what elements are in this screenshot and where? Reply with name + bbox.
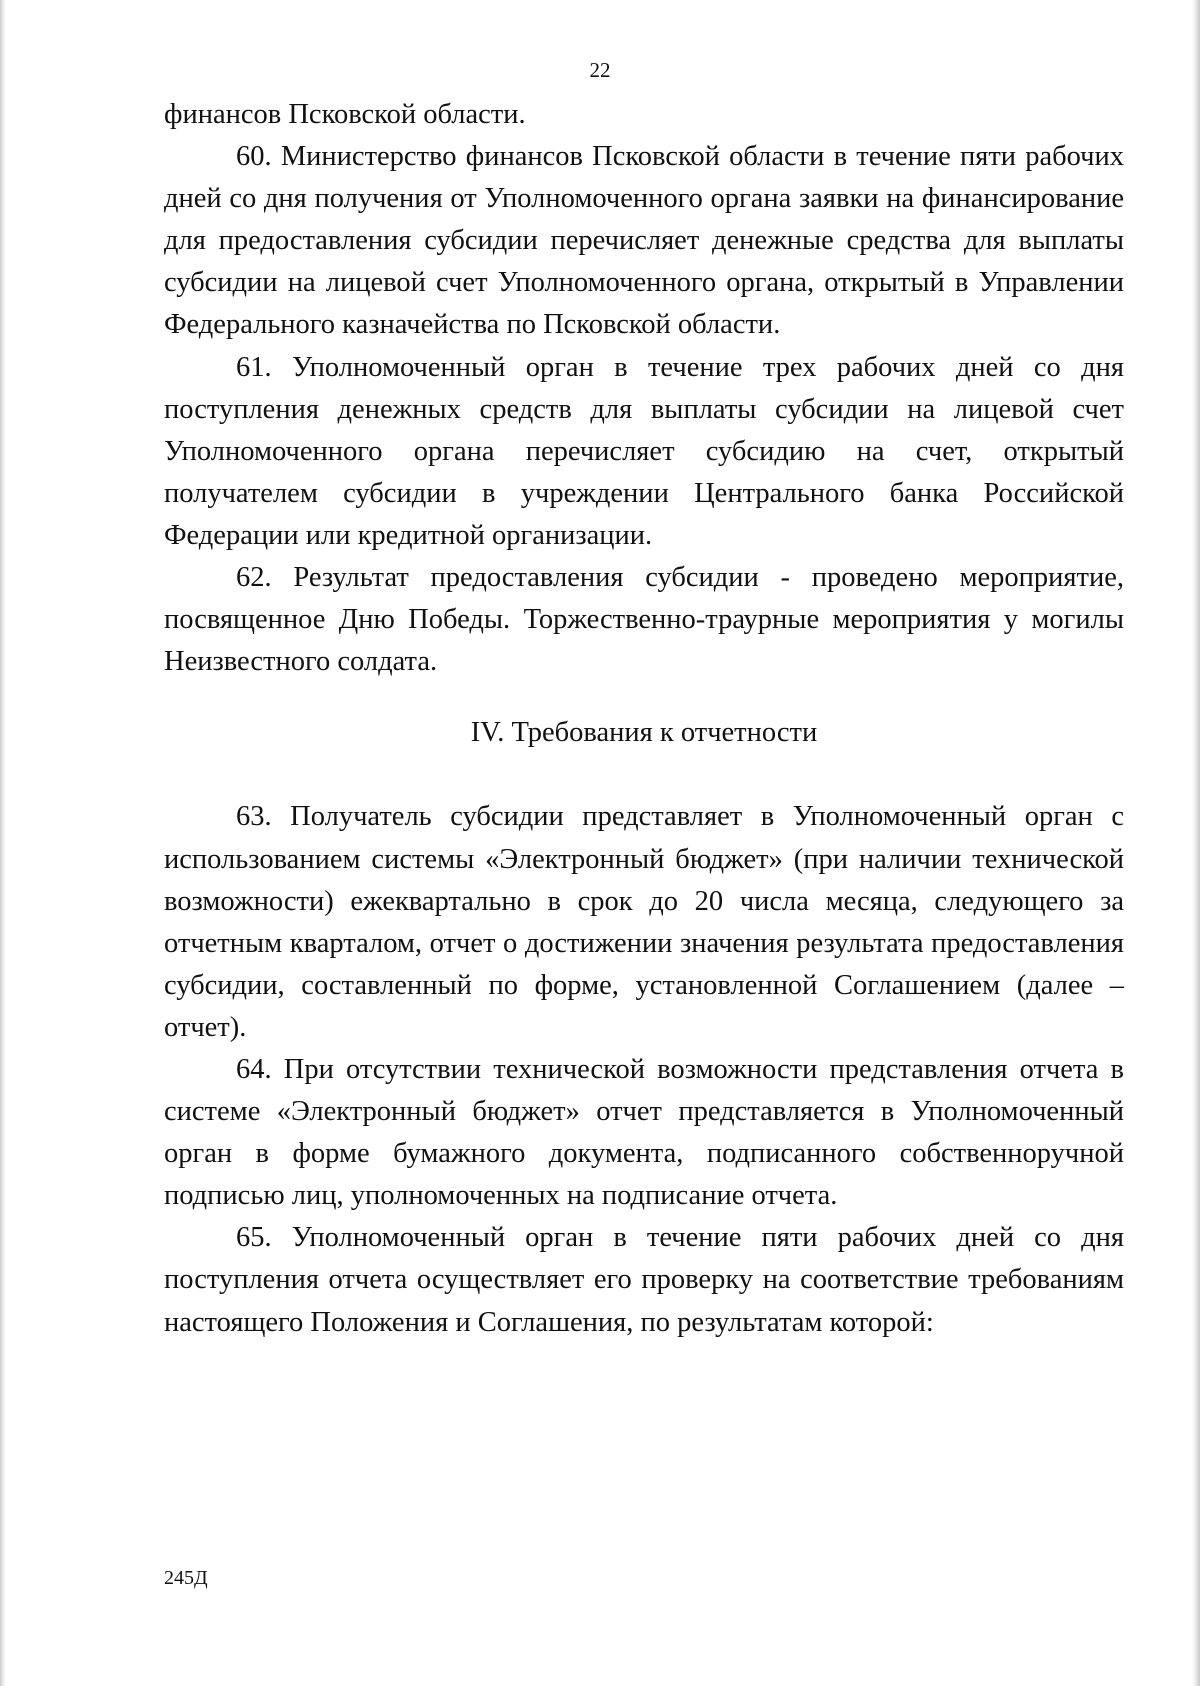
paragraph-64: 64. При отсутствии технической возможности представления отчета в системе «Электронный бюджет» отчет представляется в Уполномоченный орган в форме бумажного документа, подписанного собственноручной подписью лиц, уполномоченных на подписание отчета.: [164, 1053, 1124, 1212]
paragraph-62: 62. Результат предоставления субсидии - проведено мероприятие, посвященное Дню Победы. Торжественно-траурные мероприятия у могилы Неизвестного солдата.: [164, 562, 1124, 678]
document-code: 245Д: [164, 1567, 208, 1589]
paragraph-60: 60. Министерство финансов Псковской области в течение пяти рабочих дней со дня получения от Уполномоченного органа заявки на финансирование для предоставления субсидии перечисляет денежные средства для выплаты субсидии на лицевой счет Уполномоченного органа, открытый в Управлении Федерального казначейства по Псковской области.: [164, 141, 1124, 341]
scan-edge-right: [1192, 0, 1200, 1686]
paragraph-65: 65. Уполномоченный орган в течение пяти рабочих дней со дня поступления отчета осуществляет его проверку на соответствие требованиям настоящего Положения и Соглашения, по результатам которой:: [164, 1222, 1124, 1338]
paragraph-63: 63. Получатель субсидии представляет в Уполномоченный орган с использованием системы «Электронный бюджет» (при наличии технической возможности) ежеквартально в срок до 20 числа месяца, следующего за отчетным кварталом, отчет о достижении значения результата предоставления субсидии, составленный по форме, установленной Соглашением (далее – отчет).: [164, 801, 1124, 1043]
section-heading: IV. Требования к отчетности: [470, 717, 818, 749]
scan-edge-left: [0, 0, 6, 1686]
document-body: [164, 94, 1124, 1344]
paragraph-continuation: финансов Псковской области.: [164, 99, 526, 130]
paragraph-61: 61. Уполномоченный орган в течение трех рабочих дней со дня поступления денежных средств для выплаты субсидии на лицевой счет Уполномоченного органа перечисляет субсидию на счет, открытый получателем субсидии в учреждении Центрального банка Российской Федерации или кредитной организации.: [164, 351, 1124, 551]
page-number: 22: [589, 58, 611, 82]
